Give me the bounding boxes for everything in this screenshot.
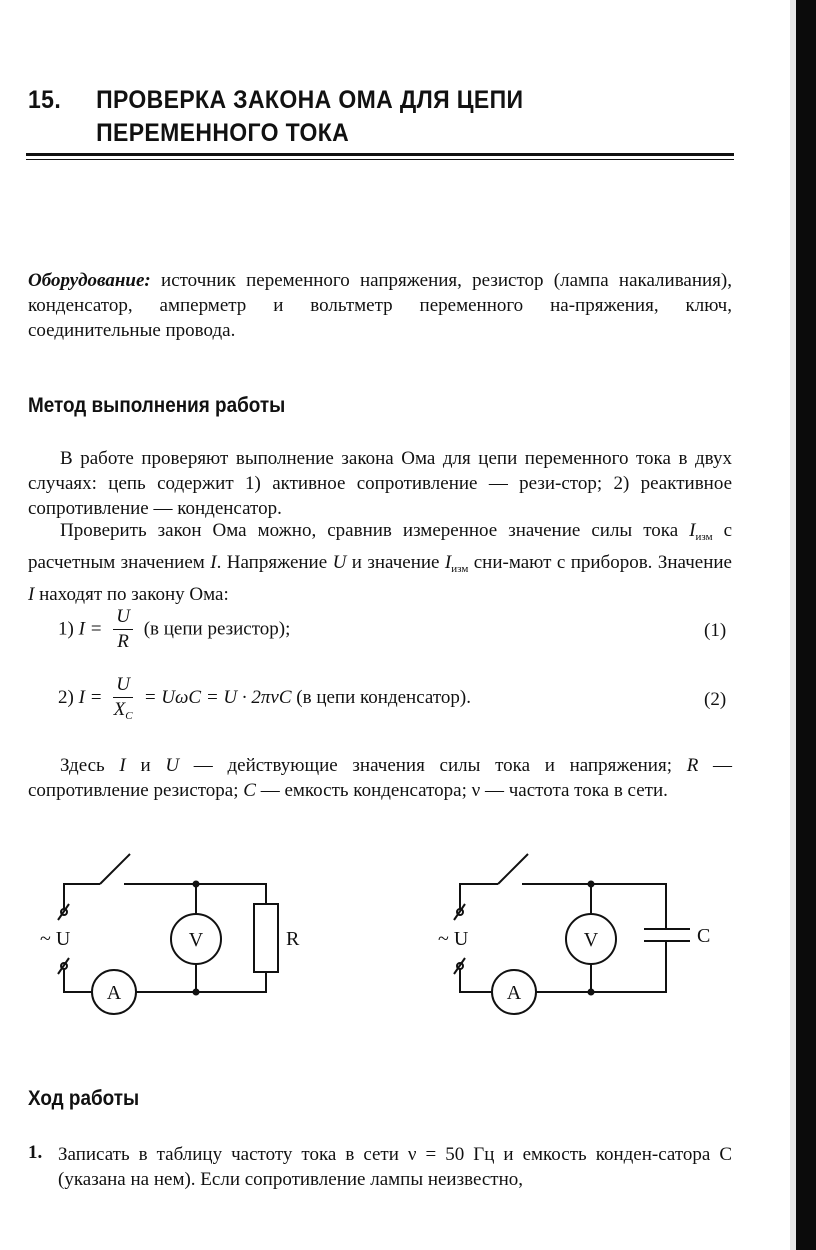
method-p2-part: находят по закону Ома: <box>39 584 229 605</box>
explanation-paragraph: Здесь I и U — действующие значения силы тока и напряжения; R — сопротивление резистора; C — емкость конденсатора; ν — частота тока в сети. <box>28 755 733 801</box>
source-label: ~ U <box>40 928 71 950</box>
method-p2-part: и значение <box>351 552 440 573</box>
equation-number-1: (1) <box>704 620 727 641</box>
method-paragraph-2 <box>28 518 732 607</box>
fraction-u-over-r: $\frac{U}{R}$ <box>113 606 133 653</box>
list-item-number: 1. <box>28 1142 43 1163</box>
page-edge <box>796 0 816 1250</box>
circuit-resistor <box>58 854 278 1014</box>
wire <box>64 884 100 912</box>
circuit-diagrams <box>0 840 790 1040</box>
formula-2: 2) I = $\frac{U}{X_C}$ = UωC = U · 2πνC (в цепи конденсатор). <box>58 674 471 722</box>
title-rule-thick <box>26 153 734 156</box>
symbol-i: I <box>28 584 35 605</box>
method-p2-part: с расчетным значением <box>28 520 733 573</box>
equation-number-2: (2) <box>704 689 727 710</box>
resistor-label: R <box>286 928 300 950</box>
junction-dot <box>193 881 200 888</box>
junction-dot <box>588 881 595 888</box>
formula-1: 1) I = $\frac{U}{R}$ (в цепи резистор); <box>58 606 291 652</box>
switch-blade <box>100 854 130 884</box>
title-rule-thin <box>26 159 734 160</box>
junction-dot <box>193 989 200 996</box>
procedure-heading: Ход работы <box>28 1087 140 1110</box>
voltmeter-label: V <box>583 929 599 951</box>
equipment-label: Оборудование: <box>28 270 151 291</box>
symbol-u: U <box>332 552 347 573</box>
voltmeter-label: V <box>188 929 204 951</box>
wire <box>536 941 666 992</box>
wire <box>136 972 266 992</box>
symbol-i: I <box>210 552 217 573</box>
method-p2-part: сни-мают с приборов. Значение <box>473 552 732 573</box>
method-paragraph-1 <box>28 446 732 521</box>
equipment-text: источник переменного напряжения, резистор (лампа накаливания), конденсатор, амперметр и вольтметр переменного на-пряжения, ключ, соединительные провода. <box>28 270 733 341</box>
capacitor-label: C <box>697 925 711 947</box>
method-p2-part: Проверить закон Ома можно, сравнив измеренное значение силы тока <box>60 520 679 541</box>
source-label: ~ U <box>438 928 469 950</box>
chapter-number: 15. <box>28 86 62 114</box>
switch-blade <box>498 854 528 884</box>
method-heading: Метод выполнения работы <box>28 394 286 417</box>
symbol-i-measured: $I_{изм}$ <box>689 520 713 543</box>
resistor-symbol <box>254 904 278 972</box>
junction-dot <box>588 989 595 996</box>
ammeter-label: A <box>506 982 522 1004</box>
wire <box>522 884 666 929</box>
symbol-i-measured: $I_{изм}$ <box>444 552 469 575</box>
circuit-capacitor <box>454 854 690 1014</box>
fraction-u-over-xc: $\frac{U}{X_C}$ <box>113 674 133 722</box>
ammeter-label: A <box>106 982 122 1004</box>
equipment-paragraph <box>28 268 732 343</box>
method-p1-text: В работе проверяют выполнение закона Ома для цепи переменного тока в двух случаях: цепь содержит 1) активное сопротивление — рези-стор; 2) реактивное сопротивление — конденсатор. <box>28 448 732 519</box>
wire <box>64 966 92 992</box>
wire <box>460 884 498 912</box>
list-item-text: Записать в таблицу частоту тока в сети ν = 50 Гц и емкость конден-сатора C (указана на нем). Если сопротивление лампы неизвестно, <box>58 1144 732 1190</box>
wire <box>460 966 492 992</box>
chapter-title: ПРОВЕРКА ЗАКОНА ОМА ДЛЯ ЦЕПИ ПЕРЕМЕННОГО ТОКА <box>96 86 524 147</box>
method-p2-part: . Напряжение <box>216 552 328 573</box>
